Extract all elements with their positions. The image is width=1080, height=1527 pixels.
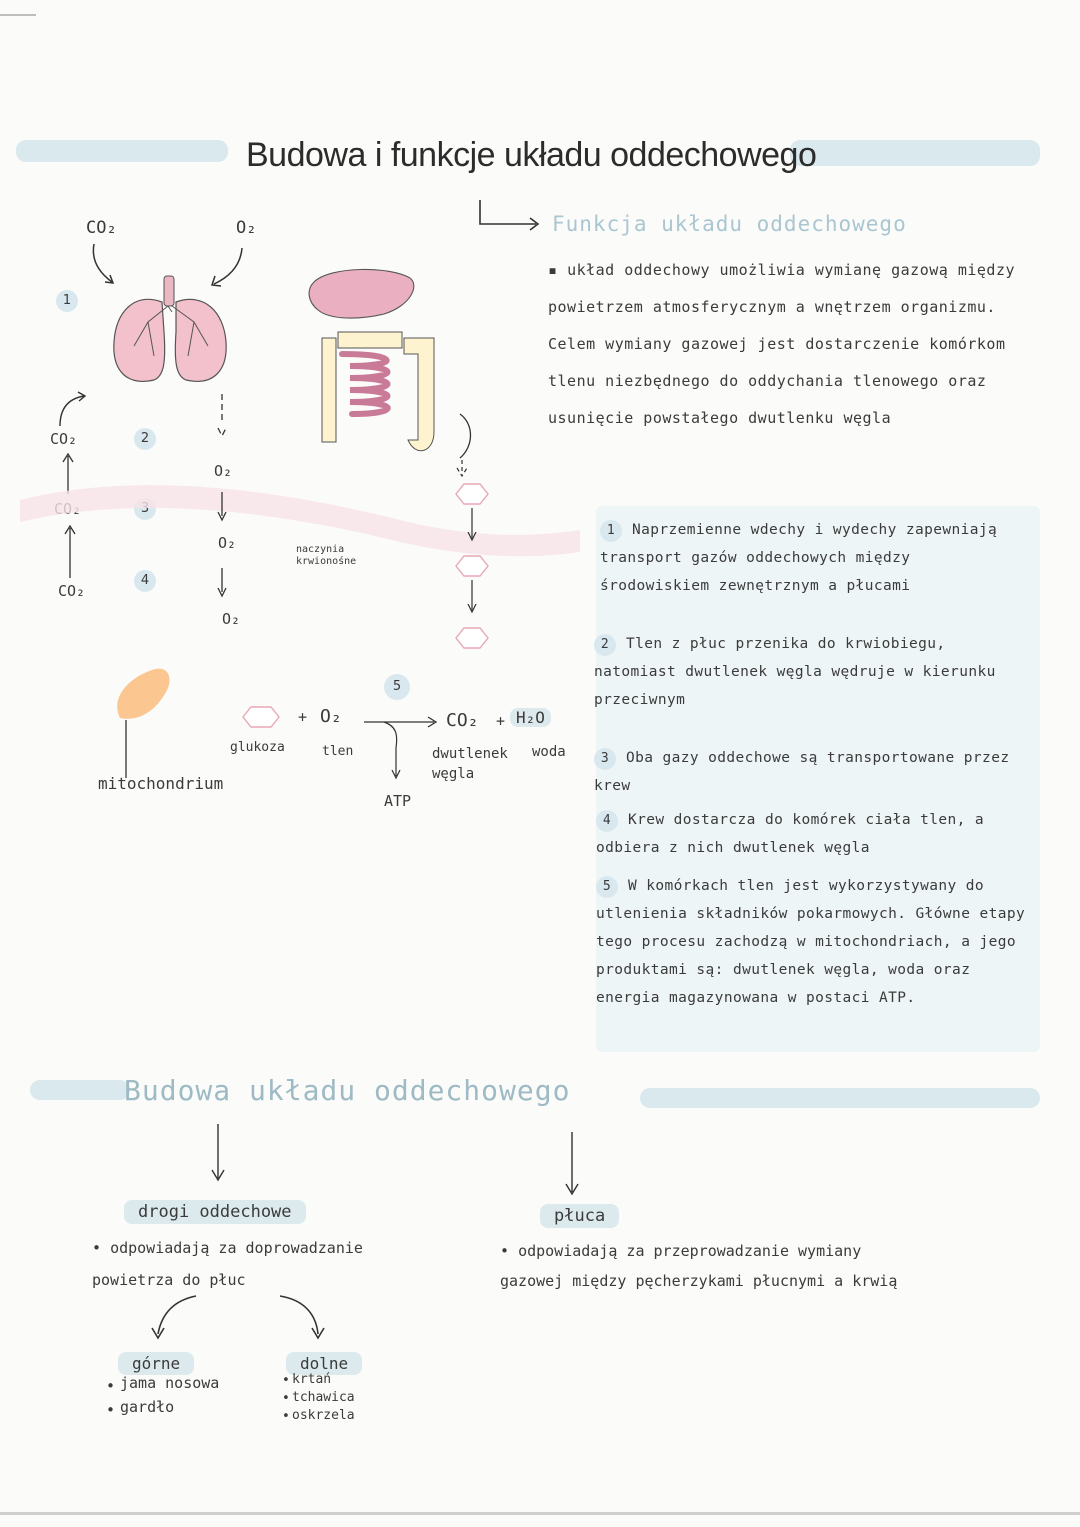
step-1-text: Naprzemienne wdechy i wydechy zapewniają transport gazów oddechowych między środowiskiem zewnętrznym a płucami <box>600 522 998 594</box>
structure-highlight-left <box>30 1080 130 1100</box>
step-3-text: Oba gazy oddechowe są transportowane przez krew <box>594 750 1010 794</box>
step-badge-2: 2 <box>134 428 156 450</box>
structure-heading: Budowa układu oddechowego <box>124 1074 571 1107</box>
lungs-label: płuca <box>540 1204 619 1228</box>
lungs-icon <box>104 272 234 390</box>
upper-bullets: • • <box>106 1377 116 1419</box>
glucose-chain-icon <box>446 410 506 660</box>
lower-item-1: krtań <box>292 1372 332 1387</box>
lower-label: dolne <box>286 1352 362 1375</box>
o2-dashed-arrows-icon <box>208 392 241 632</box>
mitochondrium-icon <box>100 658 190 788</box>
upper-item-1: jama nosowa <box>120 1374 220 1392</box>
step-3 <box>594 744 1030 800</box>
lungs-desc-text: • odpowiadają za przeprowadzanie wymiany gazowej między pęcherzykami płucnymi a krwią <box>500 1242 897 1290</box>
equation-plus-1: + <box>298 708 308 726</box>
function-heading: Funkcja układu oddechowego <box>552 212 907 236</box>
step-badge-4: 4 <box>134 570 156 592</box>
structure-highlight-right <box>640 1088 1040 1108</box>
step-1-num: 1 <box>600 520 622 542</box>
o2-label-top: O₂ <box>236 218 257 238</box>
function-paragraph-text: układ oddechowy umożliwia wymianę gazową między powietrzem atmosferycznym a wnętrzem organizmu. Celem wymiany gazowej jest dostarczenie komórkom tlenu niezbędnego do oddychania tlenowego oraz usunięcie powstałego dwutlenku węgla <box>548 261 1016 427</box>
bullet-dot: ▪ <box>548 261 568 279</box>
lower-bullets: • • • <box>282 1373 290 1424</box>
woda-label: woda <box>532 744 566 760</box>
o2-label-b: O₂ <box>218 534 237 552</box>
upper-label: górne <box>118 1352 194 1375</box>
step-1 <box>600 516 1026 600</box>
bottom-rule <box>0 1512 1080 1515</box>
co2-label-c: CO₂ <box>58 582 86 600</box>
co2-curve-icon <box>54 390 104 430</box>
digestive-organs-icon <box>300 262 470 462</box>
airways-desc <box>92 1232 422 1296</box>
title-highlight-left <box>16 140 228 162</box>
co2-label-a: CO₂ <box>50 430 78 448</box>
branch-arrows-icon <box>140 1290 340 1350</box>
step-4-text: Krew dostarcza do komórek ciała tlen, a odbiera z nich dwutlenek węgla <box>596 812 985 856</box>
title-highlight-right <box>790 140 1040 166</box>
step-badge-1: 1 <box>56 290 78 312</box>
step-3-num: 3 <box>594 748 616 770</box>
step-4-num: 4 <box>596 810 618 832</box>
o2-label-c: O₂ <box>222 610 241 628</box>
o2-label-a: O₂ <box>214 462 233 480</box>
tlen-label: tlen <box>322 744 354 759</box>
glukoza-label: glukoza <box>230 740 285 755</box>
step-2 <box>594 630 1020 714</box>
atp-label: ATP <box>384 792 412 810</box>
capillaries-label: naczynia krwionośne <box>296 544 357 567</box>
lower-item-2: tchawica <box>292 1390 355 1405</box>
page-title: Budowa i funkcje układu oddechowego <box>246 136 817 174</box>
top-rule <box>0 14 36 16</box>
arrow-down-left-icon <box>206 1122 230 1186</box>
function-paragraph <box>548 252 1018 437</box>
mitochondrium-label: mitochondrium <box>98 774 224 793</box>
arrow-down-right-icon <box>560 1130 584 1200</box>
upper-item-2: gardło <box>120 1398 175 1416</box>
step-5-text: W komórkach tlen jest wykorzystywany do utlenienia składników pokarmowych. Główne etapy tego procesu zachodzą w mitochondriach, a jego produktami są: dwutlenek węgla, woda oraz energia magazynowana w postaci ATP. <box>596 878 1026 1006</box>
equation-o2: O₂ <box>320 706 342 727</box>
airways-label: drogi oddechowe <box>124 1200 306 1224</box>
step-badge-5: 5 <box>384 674 410 700</box>
step-5-num: 5 <box>596 876 618 898</box>
equation-plus-2: + <box>496 712 506 730</box>
step-4 <box>596 806 1030 862</box>
co2-label-top: CO₂ <box>86 218 117 238</box>
lungs-desc <box>500 1236 920 1296</box>
step-badge-3: 3 <box>134 498 156 520</box>
arrow-right-icon <box>476 196 546 236</box>
dwutlenek-label: dwutlenek węgla <box>432 746 508 782</box>
airways-desc-text: • odpowiadają za doprowadzanie powietrza do płuc <box>92 1239 363 1289</box>
lower-item-3: oskrzela <box>292 1408 355 1423</box>
step-2-num: 2 <box>594 634 616 656</box>
glucose-hexagon-icon <box>240 704 286 730</box>
equation-co2: CO₂ <box>446 710 479 731</box>
step-5 <box>596 872 1032 1012</box>
step-2-text: Tlen z płuc przenika do krwiobiegu, natomiast dwutlenek węgla wędruje w kierunku przeciwnym <box>594 636 996 708</box>
equation-h2o: H₂O <box>510 708 551 727</box>
